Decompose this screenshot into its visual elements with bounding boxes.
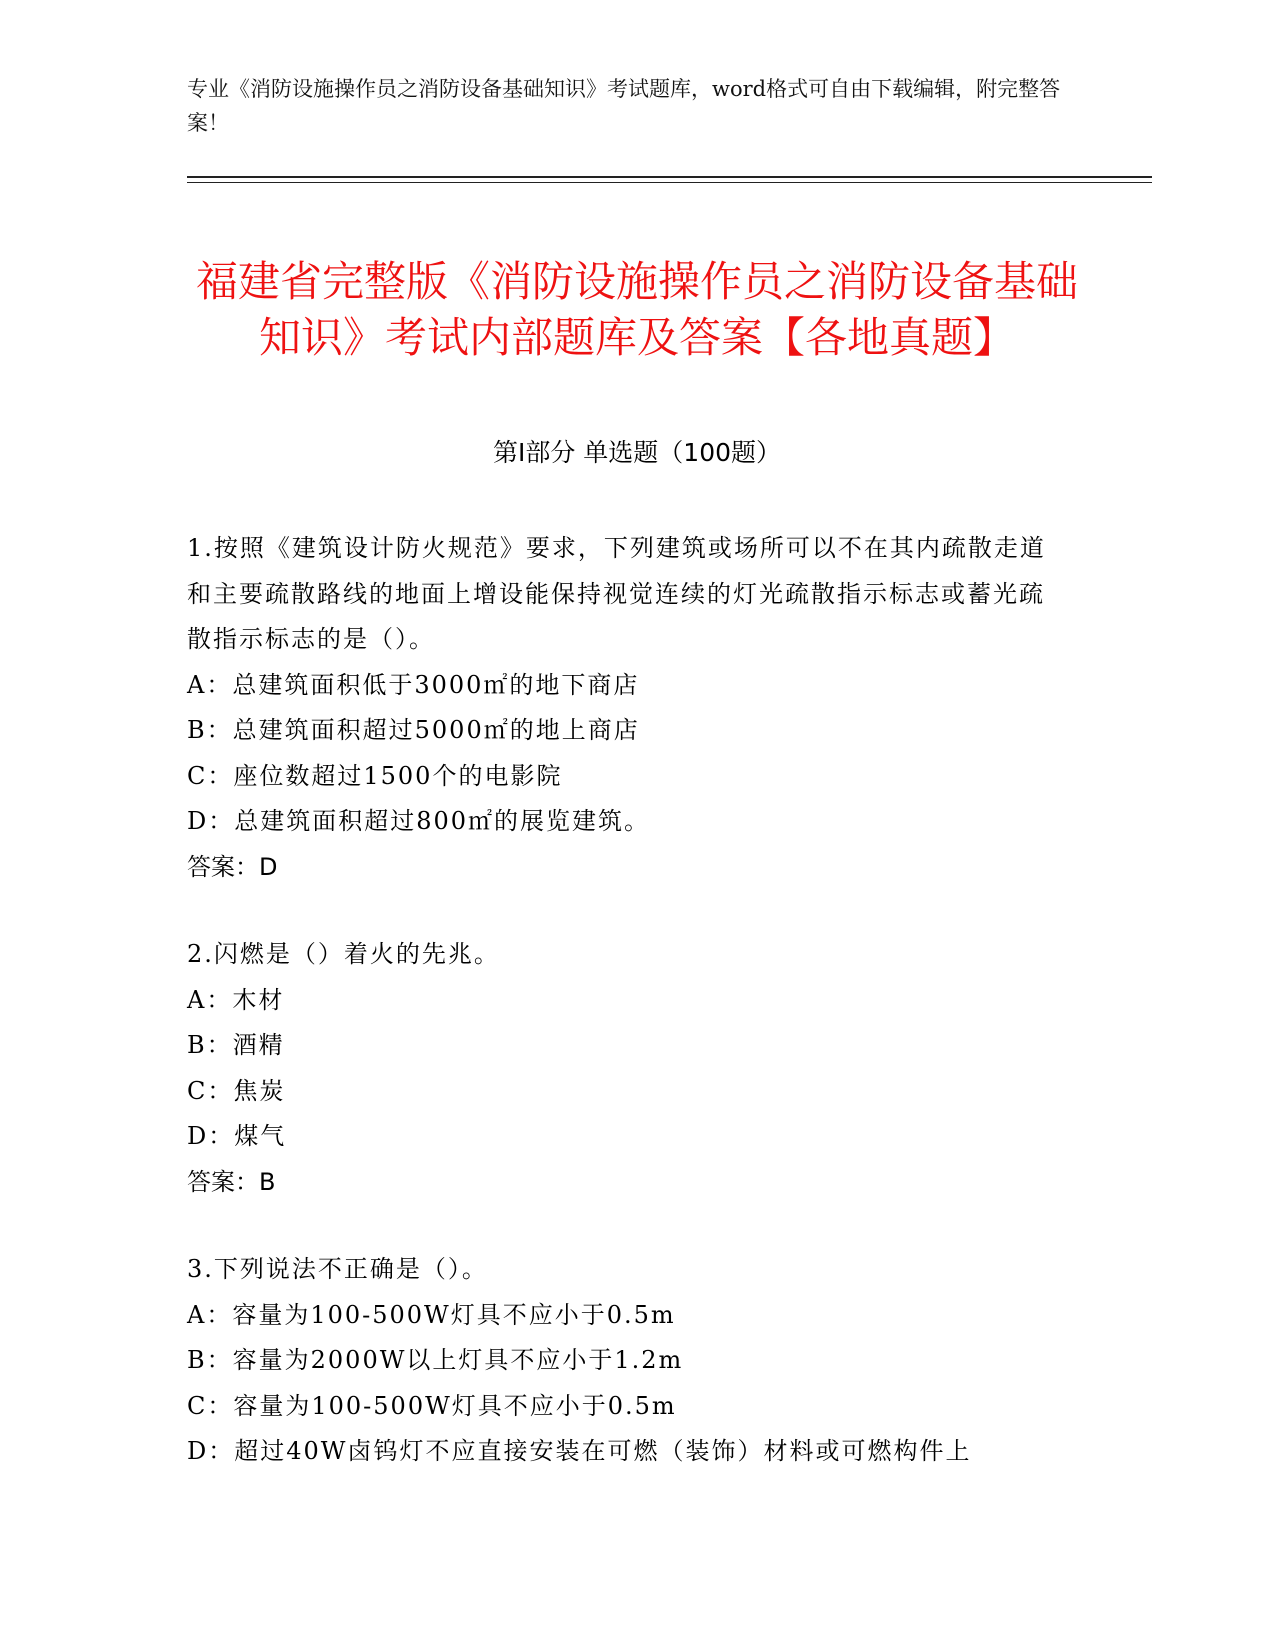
option-c: C：座位数超过1500个的电影院 (187, 761, 563, 790)
option-c: C：焦炭 (187, 1076, 286, 1105)
option-b: B：总建筑面积超过5000㎡的地上商店 (187, 716, 640, 744)
header-note: 专业《消防设施操作员之消防设备基础知识》考试题库，word格式可自由下载编辑，附完整答案！ (187, 77, 1061, 135)
question-stem: 1.按照《建筑设计防火规范》要求，下列建筑或场所可以不在其内疏散走道和主要疏散路线的地面上增设能保持视觉连续的灯光疏散指示标志或蓄光疏散指示标志的是（）。 (187, 534, 1046, 653)
question-3 (187, 1247, 1067, 1475)
document-title: 福建省完整版《消防设施操作员之消防设备基础知识》考试内部题库及答案【各地真题】 (195, 257, 1078, 363)
option-b: B：酒精 (187, 1031, 285, 1059)
header-rule-thin (187, 182, 1152, 183)
option-a: A：总建筑面积低于3000㎡的地下商店 (187, 670, 640, 699)
question-stem: 3.下列说法不正确是（）。 (187, 1255, 488, 1283)
option-a: A：容量为100-500W灯具不应小于0.5m (187, 1300, 676, 1329)
option-a: A：木材 (187, 985, 285, 1014)
question-list (187, 526, 1067, 1517)
answer: 答案：B (187, 1167, 276, 1196)
question-1 (187, 526, 1067, 890)
header-rule-thick (187, 176, 1152, 178)
option-d: D：总建筑面积超过800㎡的展览建筑。 (187, 807, 651, 835)
question-2 (187, 932, 1067, 1205)
question-stem: 2.闪燃是（）着火的先兆。 (187, 940, 500, 968)
option-c: C：容量为100-500W灯具不应小于0.5m (187, 1391, 677, 1420)
option-d: D：煤气 (187, 1122, 287, 1150)
option-b: B：容量为2000W以上灯具不应小于1.2m (187, 1346, 684, 1374)
option-d: D：超过40W卤钨灯不应直接安装在可燃（装饰）材料或可燃构件上 (187, 1437, 972, 1465)
answer: 答案：D (187, 852, 278, 881)
section-heading: 第I部分 单选题（100题） (492, 438, 782, 467)
